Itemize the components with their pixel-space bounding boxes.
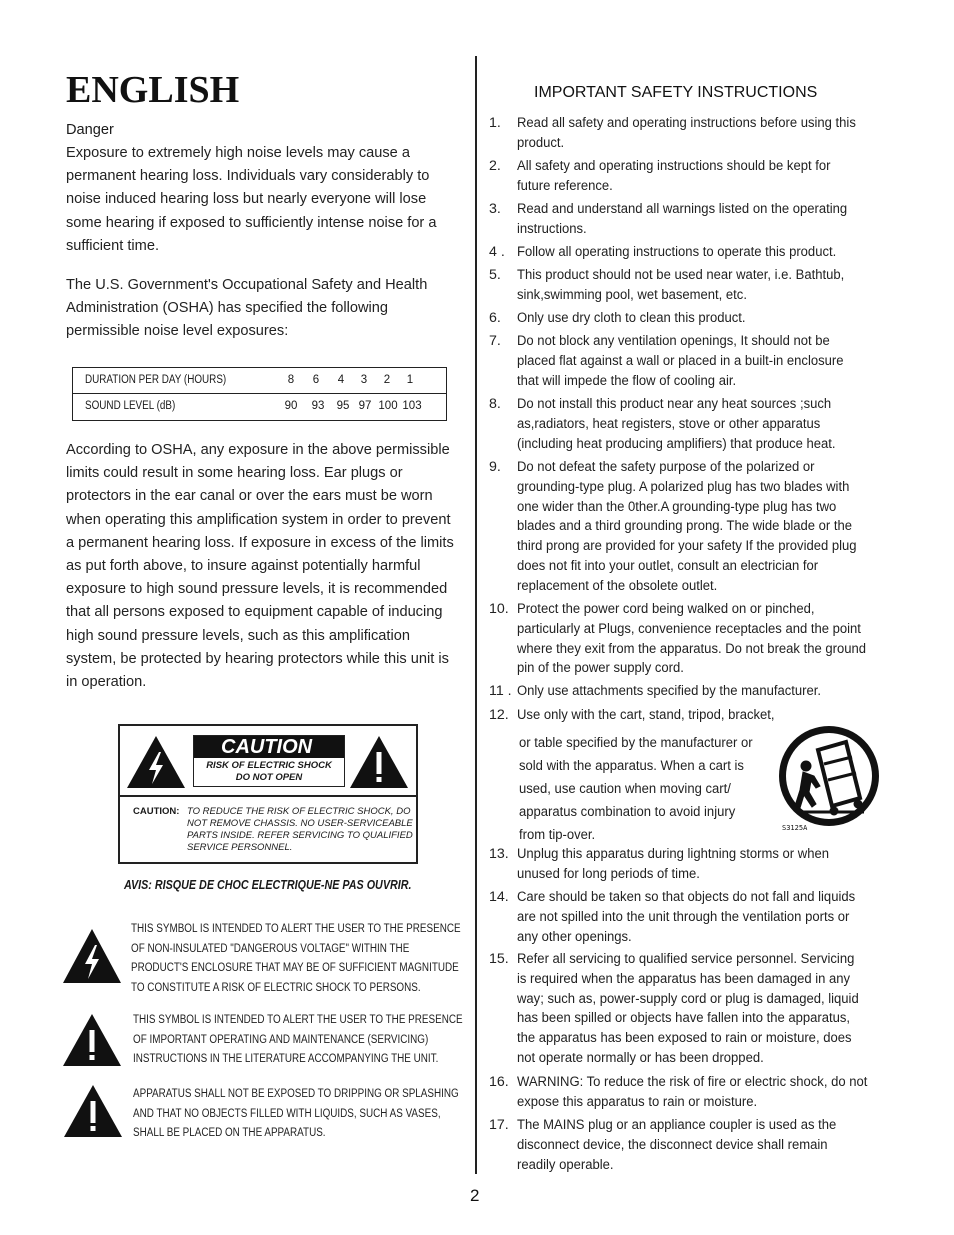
lightning-warning-icon: [125, 734, 187, 790]
list-item-number: 16.: [489, 1074, 509, 1090]
text-line: apparatus combination to avoid injury: [519, 804, 736, 820]
caution-sub-line: DO NOT OPEN: [235, 772, 303, 783]
avis-warning: AVIS: RISQUE DE CHOC ELECTRIQUE-NE PAS OUVRIR.: [124, 878, 412, 892]
text-line: THIS SYMBOL IS INTENDED TO ALERT THE USER TO THE PRESENCE: [133, 1014, 463, 1026]
table-row-label: SOUND LEVEL (dB): [85, 400, 176, 412]
important-instructions-symbol-text: [133, 1011, 463, 1070]
exclamation-warning-icon: [62, 1083, 124, 1139]
caution-header: [193, 735, 345, 787]
text-line: product.: [517, 134, 565, 151]
text-line: system, be protected by hearing protectors while this unit is: [66, 650, 449, 667]
text-line: from tip-over.: [519, 827, 596, 843]
table-cell: 3: [360, 374, 368, 386]
text-line: TO CONSTITUTE A RISK OF ELECTRIC SHOCK TO PERSONS.: [131, 981, 421, 994]
table-cell: 1: [406, 374, 414, 386]
text-line: protectors in the ear canal or over the ears must be worn: [66, 488, 433, 505]
text-line: The MAINS plug or an appliance coupler is used as the: [517, 1117, 837, 1133]
safety-instructions-title: IMPORTANT SAFETY INSTRUCTIONS: [534, 84, 818, 101]
text-line: SERVICE PERSONNEL.: [187, 842, 293, 853]
text-line: disconnect device, the disconnect device shall remain: [517, 1136, 828, 1153]
page-title: ENGLISH: [66, 69, 240, 111]
exclamation-warning-icon: [61, 1012, 123, 1068]
table-cell: 6: [312, 374, 320, 386]
text-line: is required when the apparatus has been damaged in any: [517, 970, 851, 987]
text-line: permanent hearing loss. Individuals vary considerably to: [66, 168, 430, 185]
list-item-number: 3.: [489, 201, 501, 217]
text-line: instructions.: [517, 220, 587, 237]
text-line: when operating this amplification system in order to prevent: [66, 511, 451, 528]
list-item-number: 1.: [489, 115, 501, 131]
text-line: pin of the power supply cord.: [517, 660, 684, 677]
text-line: blades and a third grounding prong. The wide blade or the: [517, 518, 853, 535]
table-cell: 8: [287, 374, 295, 386]
text-line: where they exit from the apparatus. Do not break the ground: [517, 640, 866, 657]
divider: [120, 795, 416, 797]
text-line: as put forth above, to insure against potentially harmful: [66, 558, 421, 575]
text-line: Do not defeat the safety purpose of the polarized or: [517, 459, 815, 475]
list-item-number: 2.: [489, 158, 501, 174]
text-line: Read all safety and operating instructions before using this: [517, 115, 856, 131]
table-cell: 100: [378, 400, 398, 412]
table-cell: 4: [337, 374, 345, 386]
list-item-number: 17.: [489, 1117, 509, 1133]
text-line: AND THAT NO OBJECTS FILLED WITH LIQUIDS, SUCH AS VASES,: [133, 1107, 441, 1120]
text-line: noise induced hearing loss but nearly everyone will lose: [66, 191, 427, 208]
text-line: Only use attachments specified by the manufacturer.: [517, 683, 822, 699]
text-line: OF IMPORTANT OPERATING AND MAINTENANCE (SERVICING): [133, 1033, 429, 1046]
text-line: PARTS INSIDE. REFER SERVICING TO QUALIFIED: [187, 830, 413, 841]
table-cell: 2: [383, 374, 391, 386]
text-line: Care should be taken so that objects do not fall and liquids: [517, 889, 856, 905]
table-cell: 103: [402, 400, 422, 412]
text-line: Administration (OSHA) has specified the following: [66, 300, 389, 317]
danger-paragraph: [66, 142, 461, 258]
table-cell: 97: [358, 400, 372, 412]
text-line: limits could result in some hearing loss. Ear plugs or: [66, 465, 403, 482]
text-line: future reference.: [517, 177, 613, 194]
text-line: Unplug this apparatus during lightning storms or when: [517, 846, 829, 862]
text-line: THIS SYMBOL IS INTENDED TO ALERT THE USER TO THE PRESENCE: [131, 923, 461, 935]
text-line: some hearing if exposed to sufficiently intense noise for a: [66, 214, 437, 231]
text-line: replacement of the obsolete outlet.: [517, 577, 718, 594]
list-item-number: 6.: [489, 310, 501, 326]
page-number: 2: [470, 1186, 480, 1205]
text-line: third prong are provided for your safety If the provided plug: [517, 538, 857, 555]
text-line: in operation.: [66, 674, 147, 691]
column-divider: [475, 56, 477, 1174]
text-line: Protect the power cord being walked on or pinched,: [517, 601, 815, 617]
text-line: All safety and operating instructions should be kept for: [517, 158, 831, 174]
lightning-warning-icon: [61, 927, 123, 985]
list-item-number: 15.: [489, 951, 509, 967]
text-line: NOT REMOVE CHASSIS. NO USER-SERVICEABLE: [187, 818, 413, 829]
text-line: placed flat against a wall or placed in a built-in enclosure: [517, 352, 844, 369]
text-line: that all persons exposed to equipment capable of inducing: [66, 604, 443, 621]
text-line: one wider than the 0ther.A grounding-type plug has two: [517, 498, 837, 515]
table-cell: 95: [336, 400, 350, 412]
text-line: Do not block any ventilation openings, It should not be: [517, 333, 830, 349]
text-line: According to OSHA, any exposure in the above permissible: [66, 442, 450, 458]
text-line: PRODUCT'S ENCLOSURE THAT MAY BE OF SUFFICIENT MAGNITUDE: [131, 962, 459, 974]
text-line: grounding-type plug. A polarized plug has two blades with: [517, 478, 850, 495]
table-row: [73, 394, 446, 419]
text-line: sufficient time.: [66, 237, 160, 254]
text-line: readily operable.: [517, 1156, 614, 1173]
text-line: Only use dry cloth to clean this product.: [517, 310, 746, 326]
list-item-number: 14.: [489, 889, 509, 905]
text-line: way; such as, power-supply cord or plug is damaged, liquid: [517, 990, 859, 1007]
table-row: [73, 368, 446, 394]
dangerous-voltage-symbol-text: [131, 920, 461, 998]
cart-icon-code: S3125A: [782, 824, 808, 832]
text-line: TO REDUCE THE RISK OF ELECTRIC SHOCK, DO: [187, 806, 411, 817]
text-line: are not spilled into the unit through the ventilation ports or: [517, 908, 850, 925]
osha-paragraph: [66, 274, 461, 344]
text-line: unused for long periods of time.: [517, 865, 700, 882]
danger-label: Danger: [66, 122, 114, 138]
caution-title: CAUTION: [194, 736, 344, 758]
table-cell: 93: [311, 400, 325, 412]
text-line: expose this apparatus to rain or moisture.: [517, 1093, 758, 1110]
table-cell: 90: [284, 400, 298, 412]
text-line: a permanent hearing loss. If exposure in excess of the limits: [66, 534, 454, 551]
text-line: Read and understand all warnings listed on the operating: [517, 201, 848, 217]
no-liquids-warning-text: [133, 1085, 459, 1144]
cart-instruction-text: [519, 732, 773, 847]
osha-explanation-paragraph: [66, 439, 461, 694]
list-item-number: 10.: [489, 601, 509, 617]
table-row-label: DURATION PER DAY (HOURS): [85, 374, 227, 386]
text-line: Follow all operating instructions to operate this product.: [517, 244, 837, 260]
text-line: (including heat producing amplifiers) that produce heat.: [517, 435, 836, 452]
list-item-number: 9.: [489, 459, 501, 475]
caution-subtitle: [194, 760, 344, 784]
list-item-number: 7.: [489, 333, 501, 349]
text-line: APPARATUS SHALL NOT BE EXPOSED TO DRIPPING OR SPLASHING: [133, 1088, 459, 1100]
text-line: exposure to high sound pressure levels, it is recommended: [66, 581, 448, 598]
text-line: high sound pressure levels, such as this amplification: [66, 627, 410, 644]
list-item-number: 8.: [489, 396, 501, 412]
text-line: The U.S. Government's Occupational Safety and Health: [66, 277, 428, 293]
text-line: permissible noise level exposures:: [66, 323, 289, 340]
text-line: OF NON-INSULATED "DANGEROUS VOLTAGE" WITHIN THE: [131, 942, 410, 955]
list-item-number: 12.: [489, 707, 509, 723]
noise-exposure-table: [72, 367, 447, 421]
text-line: not operate normally or has been dropped.: [517, 1049, 764, 1066]
list-item-number: 4 .: [489, 244, 505, 260]
text-line: as,radiators, heat registers, stove or other apparatus: [517, 415, 821, 432]
caution-sub-line: RISK OF ELECTRIC SHOCK: [206, 760, 332, 771]
text-line: WARNING: To reduce the risk of fire or electric shock, do not: [517, 1074, 868, 1090]
text-line: or table specified by the manufacturer or: [519, 735, 753, 751]
text-line: the apparatus has been exposed to rain or moisture, does: [517, 1030, 852, 1047]
caution-text: [133, 806, 411, 854]
exclamation-warning-icon: [348, 734, 410, 790]
list-item-number: 13.: [489, 846, 509, 862]
cart-tip-over-warning-icon: [776, 724, 882, 834]
text-line: sold with the apparatus. When a cart is: [519, 758, 744, 774]
text-line: Exposure to extremely high noise levels may cause a: [66, 145, 410, 161]
text-line: any other openings.: [517, 928, 632, 945]
text-line: sink,swimming pool, wet basement, etc.: [517, 286, 747, 303]
text-line: SHALL BE PLACED ON THE APPARATUS.: [133, 1127, 326, 1139]
text-line: used, use caution when moving cart/: [519, 781, 731, 797]
text-line: particularly at Plugs, convenience receptacles and the point: [517, 620, 861, 637]
text-line: that will impede the flow of cooling air.: [517, 372, 737, 389]
text-line: Use only with the cart, stand, tripod, bracket,: [517, 707, 775, 723]
text-line: This product should not be used near water, i.e. Bathtub,: [517, 267, 845, 283]
text-line: has been spilled or objects have fallen into the apparatus,: [517, 1010, 851, 1027]
text-line: does not fit into your outlet, consult an electrician for: [517, 557, 819, 574]
text-line: INSTRUCTIONS IN THE LITERATURE ACCOMPANYING THE UNIT.: [133, 1053, 439, 1065]
text-line: Do not install this product near any heat sources ;such: [517, 396, 832, 412]
list-item-number: 5.: [489, 267, 501, 283]
list-item-number: 11 .: [489, 683, 512, 699]
caution-text-label: CAUTION:: [133, 806, 180, 817]
caution-label-box: [118, 724, 418, 864]
text-line: Refer all servicing to qualified service personnel. Servicing: [517, 951, 855, 967]
